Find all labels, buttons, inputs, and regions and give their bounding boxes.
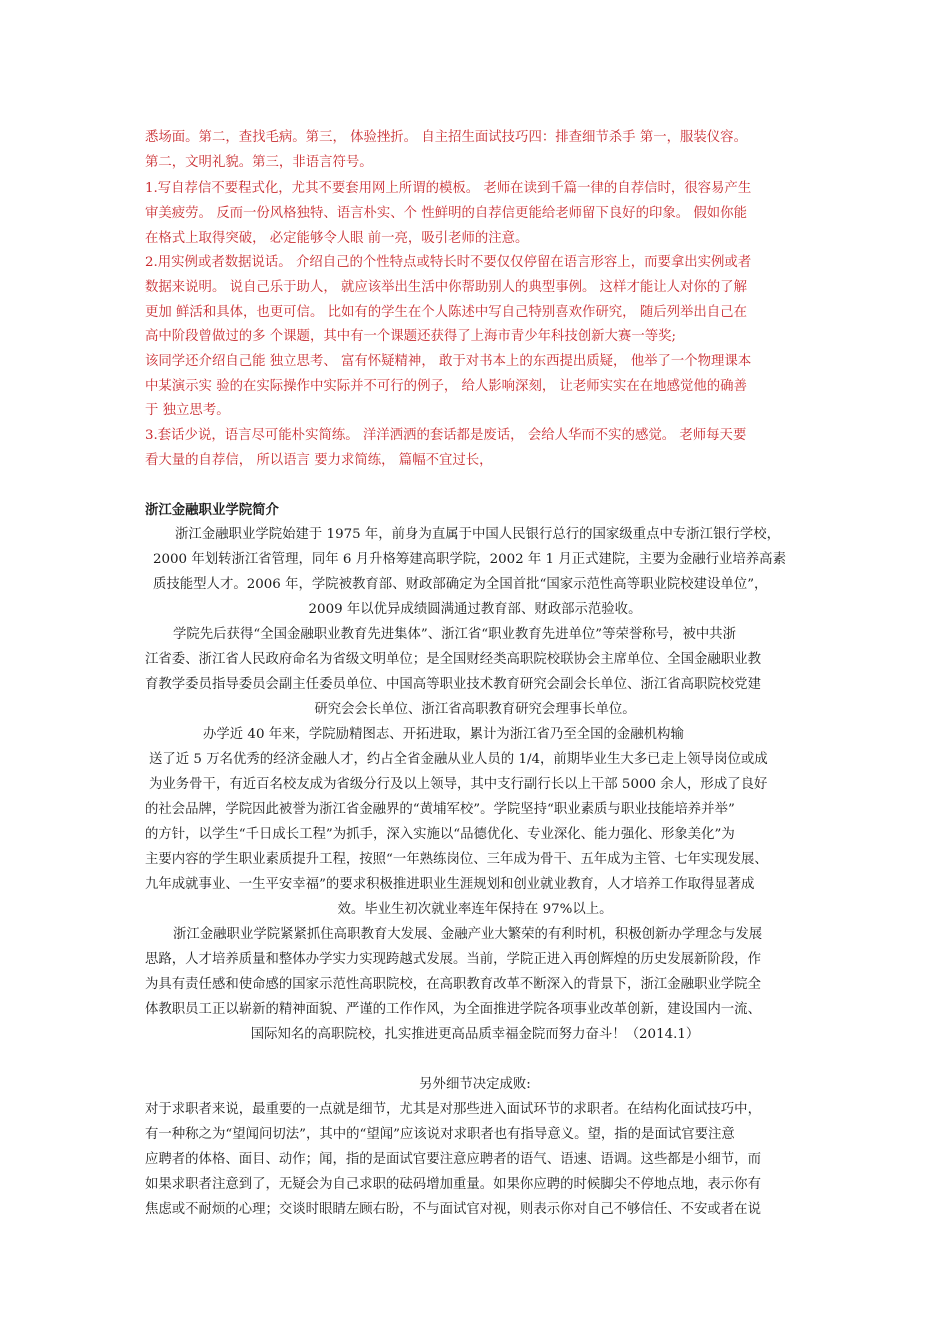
college-line: 效。毕业生初次就业率连年保持在 97%以上。 — [337, 902, 613, 917]
details-line: 有一种称之为“望闻问切法”，其中的“望闻”应该说对求职者也有指导意义。望，指的是面试官要注意 — [145, 1127, 735, 1142]
college-line: 九年成就事业、一生平安幸福”的要求积极推进职业生涯规划和创业就业教育，人才培养工作取得显著成 — [145, 877, 755, 892]
college-line: 的社会品牌，学院因此被誉为浙江省金融界的“黄埔军校”。学院坚持“职业素质与职业技能培养并举” — [145, 802, 735, 817]
tips-line-7: 数据来说明。 说自己乐于助人， 就应该举出生活中你帮助别人的典型事例。 这样才能让人对你的了解 — [145, 280, 747, 295]
details-line: 对于求职者来说，最重要的一点就是细节，尤其是对那些进入面试环节的求职者。在结构化面试技巧中， — [145, 1102, 761, 1117]
details-line: 焦虑或不耐烦的心理；交谈时眼睛左顾右盼，不与面试官对视，则表示你对自己不够信任、不安或者在说 — [145, 1202, 761, 1217]
tips-line-14: 看大量的自荐信， 所以语言 要力求简练， 篇幅不宜过长， — [145, 453, 493, 468]
college-line: 质技能型人才。2006 年，学院被教育部、财政部确定为全国首批“国家示范性高等职业院校建设单位”， — [153, 577, 768, 592]
tips-line-11: 中某演示实 验的在实际操作中实际并不可行的例子， 给人影响深刻， 让老师实实在在地感觉他的确善 — [145, 379, 747, 394]
college-line: 为业务骨干，有近百名校友成为省级分行及以上领导，其中支行副行长以上干部 5000 余人，形成了良好 — [149, 777, 768, 792]
tips-line-9: 高中阶段曾做过的多 个课题，其中有一个课题还获得了上海市青少年科技创新大赛一等奖; — [145, 329, 676, 344]
college-line: 浙江金融职业学院始建于 1975 年，前身为直属于中国人民银行总行的国家级重点中专浙江银行学校， — [175, 527, 780, 542]
details-line: 应聘者的体格、面目、动作；闻，指的是面试官要注意应聘者的语气、语速、语调。这些都是小细节，而 — [145, 1152, 761, 1167]
college-line: 浙江金融职业学院紧紧抓住高职教育大发展、金融产业大繁荣的有利时机，积极创新办学理念与发展 — [173, 927, 763, 942]
college-line: 的方针，以学生“千日成长工程”为抓手，深入实施以“品德优化、专业深化、能力强化、形象美化”为 — [145, 827, 735, 842]
college-line: 思路，人才培养质量和整体办学实力实现跨越式发展。当前，学院正进入再创辉煌的历史发展新阶段，作 — [145, 952, 761, 967]
tips-line-1: 悉场面。第二，查找毛病。第三， 体验挫折。 自主招生面试技巧四：排查细节杀手 第一，服装仪容。 — [145, 130, 747, 145]
tips-line-3: 1.写自荐信不要程式化，尤其不要套用网上所谓的模板。 老师在读到千篇一律的自荐信时，很容易产生 — [145, 181, 752, 196]
college-line: 研究会会长单位、浙江省高职教育研究会理事长单位。 — [314, 702, 636, 717]
college-heading: 浙江金融职业学院简介 — [145, 502, 279, 518]
college-line: 为具有责任感和使命感的国家示范性高职院校，在高职教育改革不断深入的背景下，浙江金融职业学院全 — [145, 977, 761, 992]
college-line: 2009 年以优异成绩圆满通过教育部、财政部示范验收。 — [308, 602, 642, 617]
tips-line-2: 第二，文明礼貌。第三，非语言符号。 — [145, 155, 373, 170]
tips-line-4: 审美疲劳。 反而一份风格独特、语言朴实、个 性鲜明的自荐信更能给老师留下良好的印象。 假如你能 — [145, 206, 747, 221]
college-line: 2000 年划转浙江省管理，同年 6 月升格筹建高职学院，2002 年 1 月正式建院，主要为金融行业培养高素 — [153, 552, 786, 567]
college-line: 国际知名的高职院校，扎实推进更高品质幸福金院而努力奋斗！（2014.1） — [250, 1027, 700, 1042]
tips-line-6: 2.用实例或者数据说话。 介绍自己的个性特点或特长时不要仅仅停留在语言形容上，而要拿出实例或者 — [145, 255, 752, 270]
college-line: 育教学委员指导委员会副主任委员单位、中国高等职业技术教育研究会副会长单位、浙江省高职院校党建 — [145, 677, 761, 692]
college-line: 体教职员工正以崭新的精神面貌、严谨的工作作风，为全面推进学院各项事业改革创新，建设国内一流、 — [145, 1002, 761, 1017]
tips-line-13: 3.套话少说，语言尽可能朴实简练。 洋洋洒洒的套话都是废话， 会给人华而不实的感觉。 老师每天要 — [145, 428, 747, 443]
tips-line-8: 更加 鲜活和具体，也更可信。 比如有的学生在个人陈述中写自己特别喜欢作研究， 随后列举出自己在 — [145, 305, 747, 320]
college-line: 办学近 40 年来，学院励精图志、开拓进取，累计为浙江省乃至全国的金融机构输 — [203, 727, 684, 742]
college-line: 学院先后获得“全国金融职业教育先进集体”、浙江省“职业教育先进单位”等荣誉称号，被中共浙 — [173, 627, 737, 642]
college-line: 主要内容的学生职业素质提升工程，按照“一年熟练岗位、三年成为骨干、五年成为主管、七年实现发展、 — [145, 852, 768, 867]
details-line: 如果求职者注意到了，无疑会为自己求职的砝码增加重量。如果你应聘的时候脚尖不停地点地，表示你有 — [145, 1177, 761, 1192]
college-line: 送了近 5 万名优秀的经济金融人才，约占全省金融从业人员的 1/4，前期毕业生大多已走上领导岗位或成 — [149, 752, 768, 767]
college-line: 江省委、浙江省人民政府命名为省级文明单位；是全国财经类高职院校联协会主席单位、全国金融职业教 — [145, 652, 761, 667]
tips-line-5: 在格式上取得突破， 必定能够令人眼 前一亮，吸引老师的注意。 — [145, 231, 529, 246]
tips-line-10: 该同学还介绍自己能 独立思考、 富有怀疑精神， 敢于对书本上的东西提出质疑， 他举了一个物理课本 — [145, 354, 752, 369]
tips-line-12: 于 独立思考。 — [145, 403, 230, 418]
details-heading: 另外细节决定成败: — [419, 1077, 531, 1092]
